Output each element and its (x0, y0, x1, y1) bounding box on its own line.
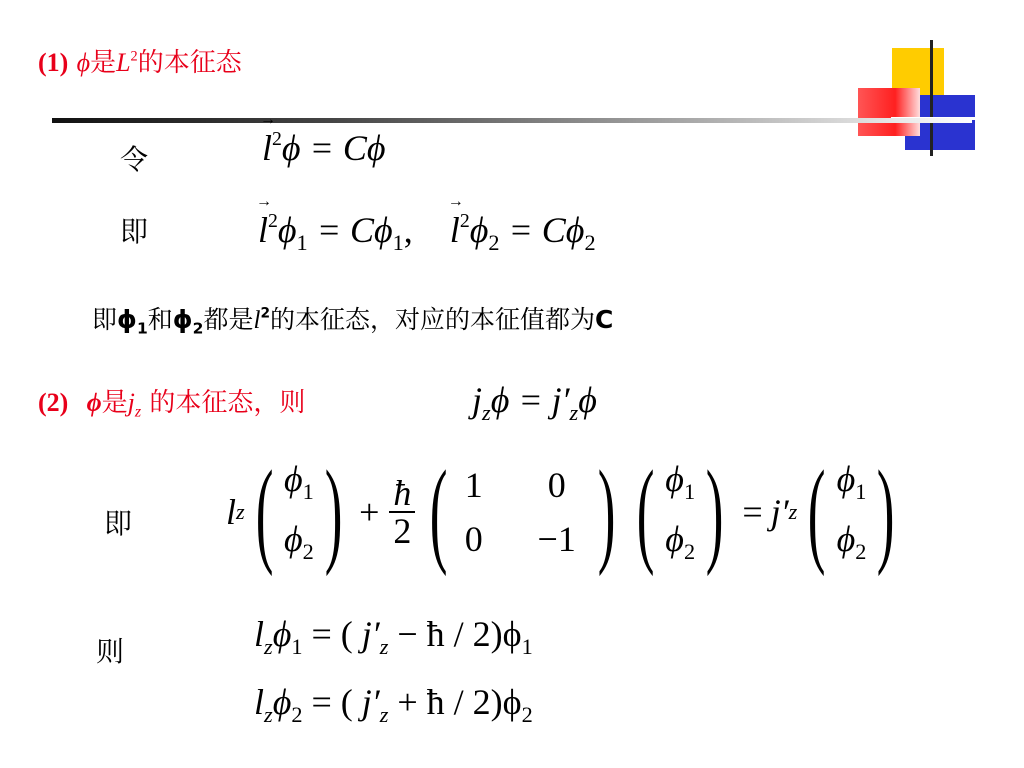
eq4-l2-lsub: z (264, 701, 273, 727)
s2eq-jp: j′ (551, 380, 570, 420)
eq3-v2-s1: 1 (683, 478, 696, 504)
eq3-v2-phi1: ϕ (665, 458, 684, 499)
eq4-l2-jpsub: z (379, 701, 389, 727)
section2-phi: ϕ (86, 388, 102, 417)
section1-text-a: 是 (90, 48, 117, 78)
eq1-formula (260, 111, 386, 168)
eq4-l1-op: − ħ / 2)ϕ (388, 614, 522, 654)
eq3-label: 即 (104, 507, 133, 540)
statement-C: C (595, 305, 614, 334)
eigen-statement (92, 300, 613, 337)
eq4-l1-lsub: z (264, 633, 273, 659)
statement-d: 的本征态，对应的本征值都为 (270, 305, 596, 334)
eq2-arrow1: → (256, 193, 272, 210)
eq2-sub2b: 2 (584, 229, 596, 255)
section1-label: (1) (38, 48, 69, 77)
eq3-fraction (389, 475, 415, 549)
eq3-vector1 (245, 446, 353, 577)
eq3-v2-s2: 2 (683, 538, 696, 564)
statement-phi1: ϕ (117, 305, 137, 334)
eq3-m12: 0 (547, 465, 566, 505)
eq4-l2-l: l (254, 682, 265, 722)
eq3-v3-s1: 1 (855, 478, 867, 504)
eq3-m22: −1 (537, 519, 576, 559)
eq3-jpsub: z (788, 498, 798, 524)
eq3-v1-s1: 1 (302, 478, 314, 504)
eq3-vector2 (626, 446, 734, 577)
deco-red-square (858, 88, 920, 136)
s2eq-end: ϕ (578, 380, 597, 420)
eq3-matrix (419, 446, 626, 577)
eq4-l2-phi: ϕ (272, 682, 292, 722)
s2eq-jpsub: z (569, 399, 579, 425)
eq3-paren: ) (597, 446, 616, 577)
eq4-l1-send: 1 (521, 633, 533, 659)
statement-a: 即 (92, 305, 118, 334)
eq1-l: l (262, 128, 273, 168)
deco-vertical-line (930, 40, 933, 156)
eq4-l1-jpsub: z (379, 633, 389, 659)
s2eq-j: j (472, 380, 483, 420)
eq2-comma: , (403, 210, 413, 250)
eq2-l2: l (449, 210, 460, 250)
s2eq-mid: ϕ = (490, 380, 552, 420)
eq4-l2-send: 2 (521, 701, 533, 727)
eq4-l1-l: l (254, 614, 265, 654)
eq3-equals: = (742, 492, 763, 532)
eq3-v2-phi2: ϕ (665, 519, 684, 559)
eq3-v1-phi2: ϕ (284, 519, 303, 559)
eq4-line1 (254, 616, 533, 658)
eq3-v3-phi1: ϕ (836, 458, 856, 499)
statement-b: 和 (147, 305, 173, 334)
eq2-formula (256, 193, 596, 255)
section2-text-b: 的本征态，则 (141, 388, 306, 418)
eq2-sub1: 1 (296, 229, 308, 255)
eq3-vector3 (797, 446, 905, 577)
eq3-hbar: ħ (389, 475, 415, 513)
eq2-sub2: 2 (488, 229, 500, 255)
section1-L-exp: 2 (130, 48, 138, 65)
eq2-phi2: ϕ (469, 210, 489, 250)
eq2-label: 即 (120, 215, 149, 248)
eq2-eqc2: = Cϕ (499, 210, 585, 250)
statement-c: 都是 (203, 305, 254, 334)
eq4-l1-s: 1 (291, 633, 303, 659)
eq2-sub1b: 1 (392, 229, 404, 255)
eq2-eqc1: = Cϕ (307, 210, 393, 250)
eq4-l2-mid: = ( (302, 682, 362, 722)
statement-sub1: 1 (136, 319, 148, 338)
eq3-paren: ( (808, 446, 826, 577)
eq4-line2 (254, 684, 533, 726)
statement-sub2: 2 (192, 319, 204, 338)
eq1-arrow: → (260, 111, 276, 128)
eq2-arrow2: → (447, 193, 464, 210)
title-rule (52, 118, 972, 123)
eq3-lsub: z (236, 498, 245, 524)
eq3-paren: ) (324, 446, 343, 577)
section1-phi: ϕ (76, 48, 91, 77)
eq3-m21: 0 (464, 519, 483, 559)
section2-equation (472, 382, 597, 424)
section1-L: L (116, 48, 131, 77)
eq3-plus: + (359, 492, 380, 532)
eq4-l1-jp: j′ (361, 614, 380, 654)
eq3-v1-phi1: ϕ (284, 458, 303, 499)
eq1-exp: 2 (272, 128, 282, 151)
section2-jsub: z (134, 403, 142, 421)
eq3-jp: j′ (770, 492, 789, 532)
eq4-label: 则 (96, 635, 125, 668)
section2-text-a: 是 (101, 388, 128, 418)
eq2-exp2: 2 (459, 210, 470, 233)
eq3-paren: ( (636, 446, 655, 577)
section2-j: j (127, 388, 135, 417)
statement-l: l (253, 307, 261, 334)
eq2-exp1: 2 (268, 210, 278, 233)
eq3-two: 2 (393, 511, 412, 551)
section1-text-b: 的本征态 (137, 48, 242, 78)
eq3-v1-s2: 2 (302, 538, 314, 564)
section2-label: (2) (38, 388, 69, 417)
eq3-formula (226, 446, 906, 577)
eq3-paren: ) (877, 446, 895, 577)
eq4-l2-op: + ħ / 2)ϕ (388, 682, 522, 722)
decoration (855, 40, 985, 160)
eq3-v3-phi2: ϕ (836, 519, 856, 559)
section1-heading (38, 42, 242, 79)
eq3-paren: ( (255, 446, 274, 577)
section2-heading (38, 382, 305, 422)
eq2-phi1: ϕ (277, 210, 297, 250)
eq4-l1-mid: = ( (302, 614, 362, 654)
eq3-v3-s2: 2 (855, 538, 867, 564)
statement-phi2: ϕ (172, 305, 193, 334)
eq4-l2-jp: j′ (361, 682, 380, 722)
eq3-paren: ( (430, 446, 448, 577)
eq3-m11: 1 (464, 465, 483, 505)
eq1-rest: ϕ = Cϕ (281, 128, 386, 168)
eq3-l: l (226, 492, 237, 532)
eq3-paren: ) (705, 446, 724, 577)
eq4-l2-s: 2 (291, 701, 303, 727)
eq1-label: 令 (120, 143, 149, 176)
s2eq-jsub: z (482, 399, 491, 425)
eq4-l1-phi: ϕ (272, 614, 292, 654)
eq2-l1: l (258, 210, 269, 250)
statement-sq: 2 (260, 305, 271, 322)
